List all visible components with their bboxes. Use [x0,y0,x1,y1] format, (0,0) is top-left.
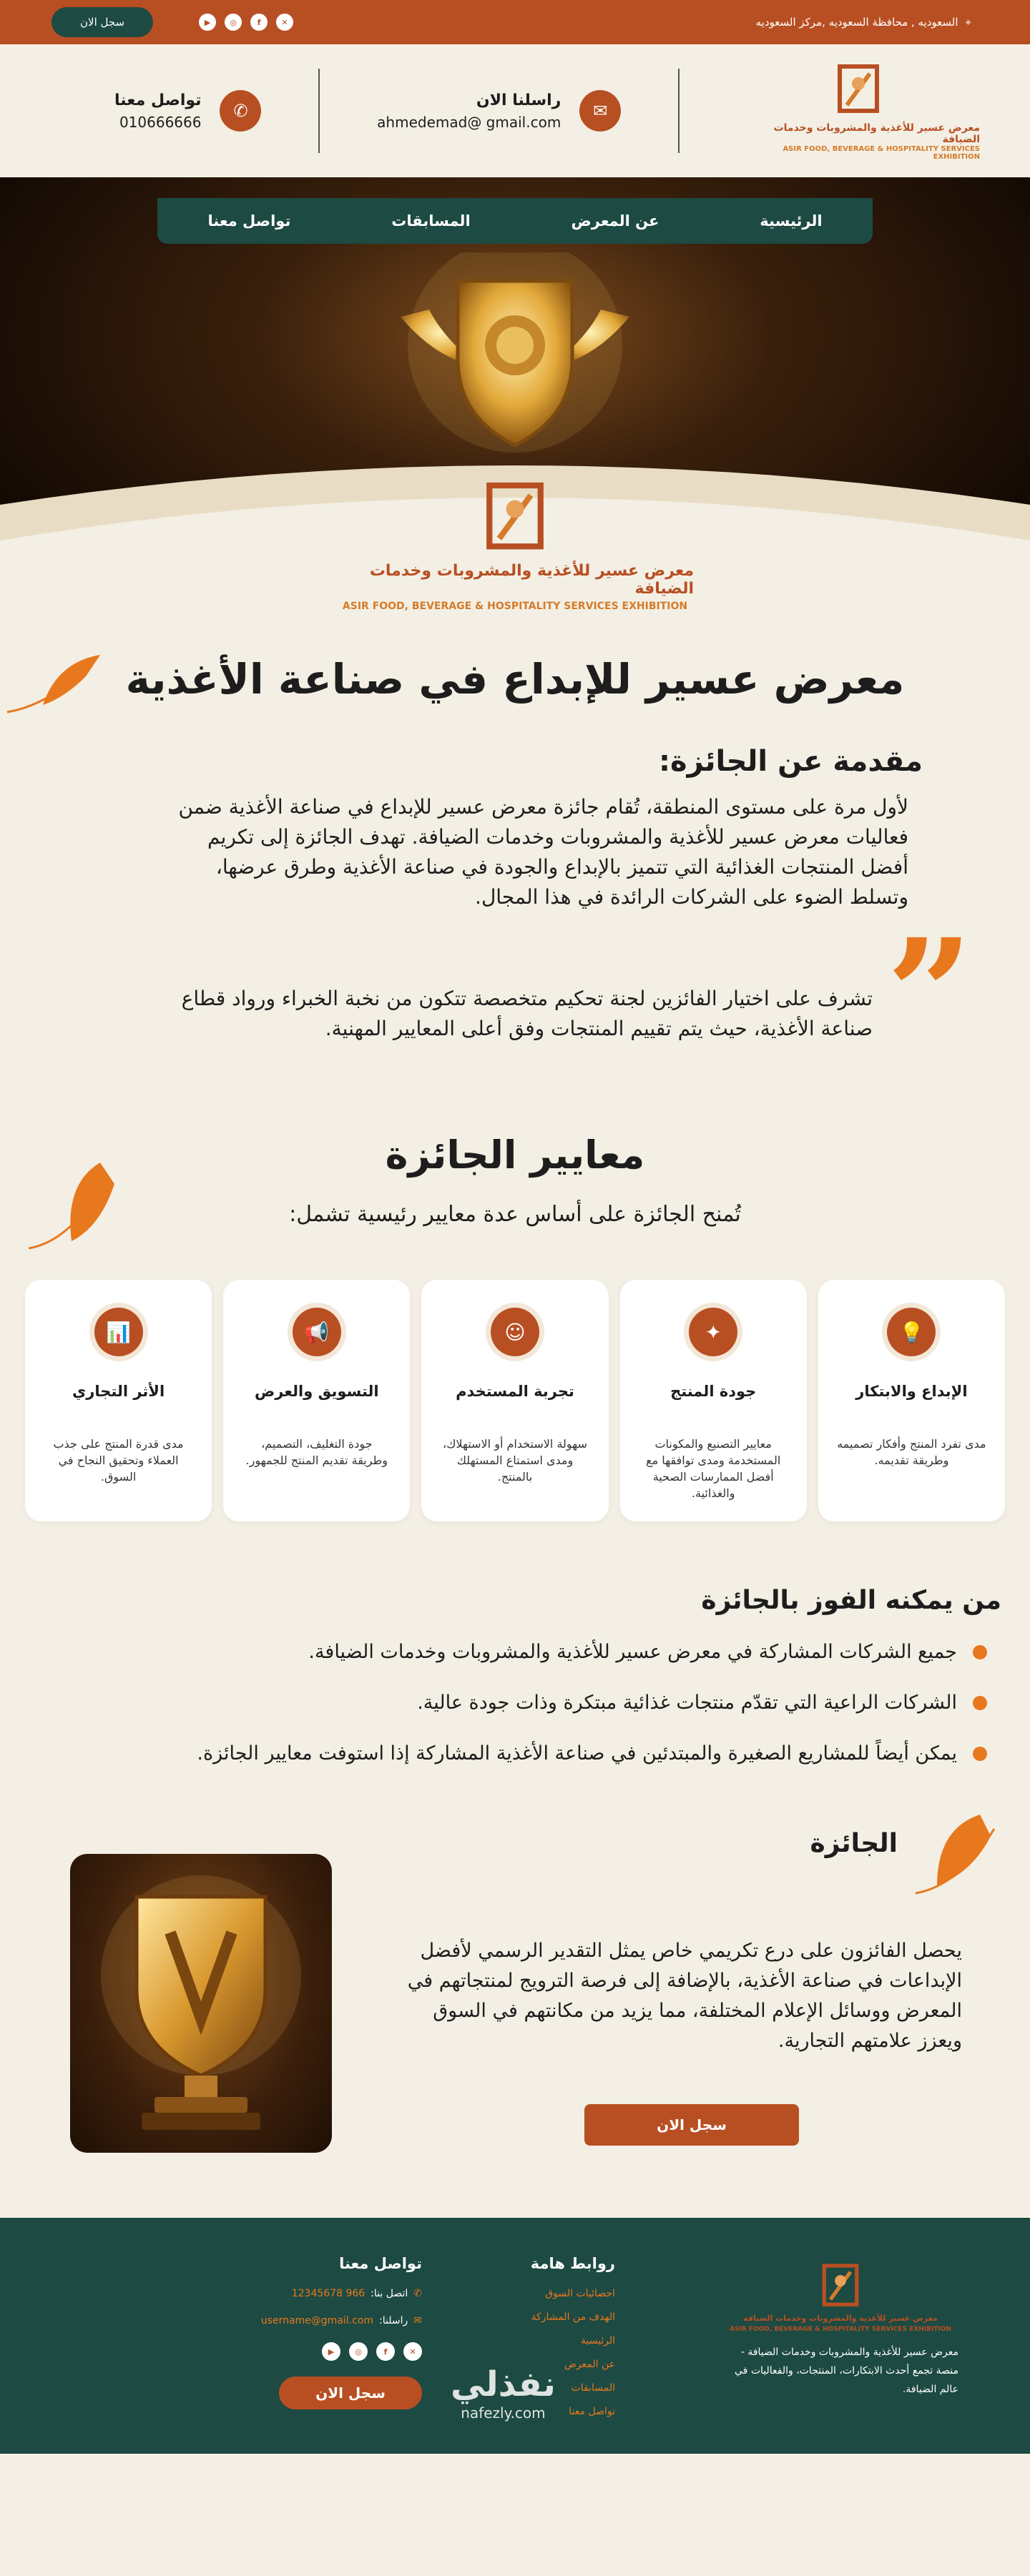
footer-register-button[interactable]: سجل الان [279,2377,422,2409]
feather-icon [21,1155,129,1270]
card-desc: مدى قدرة المنتج على جذب العملاء وتحقيق النجاح في السوق. [53,1437,184,1484]
footer-link[interactable]: تواصل معنا [569,2406,615,2417]
list-item: جميع الشركات المشاركة في معرض عسير للأغذية والمشروبات وخدمات الضيافة. [29,1641,987,1663]
phone-label: تواصل معنا [114,91,202,109]
award-paragraph: يحصل الفائزون على درع تكريمي خاص يمثل التقدير الرسمي لأفضل الإبداعات في صناعة الأغذية، بالإضافة إلى فرصة الترويج لمنتجاتهم في المعرض ووسائل الإعلام المختلفة، مما يزيد من مكانتهم في السوق ويعزز علامتهم التجارية. [407,1940,962,2052]
card-title: التسويق والعرض [254,1383,379,1400]
phone-icon: ✆ [220,90,261,132]
megaphone-icon: 📢 [293,1308,341,1356]
footer-brand [719,2261,962,2399]
divider [678,69,680,153]
page-title: معرض عسير للإبداع في صناعة الأغذية [125,655,905,704]
email-contact[interactable] [377,90,621,132]
footer-link[interactable]: احصائيات السوق [545,2288,615,2299]
logo-icon [815,2261,865,2311]
footer-social [261,2342,422,2361]
eligibility-list [29,1641,987,1765]
card-desc: سهولة الاستخدام أو الاستهلاك، ومدى استمتاع المستهلك بالمنتج. [443,1437,587,1484]
logo-icon [476,478,554,556]
logo-icon [830,61,887,118]
list-item: يمكن أيضاً للمشاريع الصغيرة والمبتدئين في صناعة الأغذية المشاركة إذا استوفت معايير الجائزة. [29,1742,987,1765]
hero-brand-title: معرض عسير للأغذية والمشروبات وخدمات الضيافة [369,562,694,598]
top-bar [0,0,1030,44]
criteria-card [25,1280,212,1521]
mail-icon: ✉ [413,2315,422,2326]
criteria-card [620,1280,807,1521]
footer-phone[interactable]: ✆ اتصل بنا: 966 12345678 [291,2288,422,2299]
criteria-title: معايير الجائزة [385,1132,645,1178]
card-title: تجربة المستخدم [456,1383,574,1400]
bullet-icon [973,1696,987,1710]
footer-email[interactable]: ✉ راسلنا: username@gmail.com [260,2315,422,2326]
eligibility-section [0,1521,1030,1765]
email-value[interactable]: ahmedemad@ gmail.com [377,113,561,131]
golden-lion-shield-icon [372,252,658,467]
intro-section [0,626,1030,1082]
footer-link[interactable]: المسابقات [571,2382,615,2394]
facebook-icon[interactable]: f [250,14,268,31]
quote-icon: ” [886,906,973,1082]
nav-about[interactable]: عن المعرض [571,212,659,230]
footer-brand-subtitle: ASIR FOOD, BEVERAGE & HOSPITALITY SERVICES EXHIBITION [730,2326,951,2333]
instagram-icon[interactable]: ◎ [349,2342,368,2361]
x-icon[interactable]: ✕ [276,14,293,31]
brand-title: معرض عسير للأغذية والمشروبات وخدمات الضيافة [773,122,980,145]
footer-link[interactable]: الرئيسية [580,2335,615,2346]
award-title: الجائزة [810,1829,898,1858]
trophy-image [70,1854,332,2153]
top-register-button[interactable]: سجل الان [52,7,153,37]
footer-contact [261,2255,422,2409]
lightbulb-icon: 💡 [887,1308,936,1356]
feather-icon [0,648,107,734]
nav-contact[interactable]: تواصل معنا [207,212,291,230]
phone-value[interactable]: 010666666 [119,113,202,131]
nav-home[interactable]: الرئيسية [760,212,823,230]
card-title: جودة المنتج [670,1383,757,1400]
divider [318,69,320,153]
criteria-card [818,1280,1005,1521]
footer-link[interactable]: الهدف من المشاركة [531,2311,615,2323]
card-desc: مدى تفرد المنتج وأفكار تصميمه وطريقة تقديمه. [837,1437,986,1467]
card-desc: جودة التغليف، التصميم، وطريقة تقديم المنتج للجمهور. [245,1437,388,1467]
user-icon: ☺ [491,1308,539,1356]
x-icon[interactable]: ✕ [403,2342,422,2361]
list-item: الشركات الراعية التي تقدّم منتجات غذائية مبتكرة وذات جودة عالية. [29,1692,987,1714]
hero-brand-subtitle: ASIR FOOD, BEVERAGE & HOSPITALITY SERVICES EXHIBITION [342,601,688,612]
phone-icon: ✆ [413,2288,422,2299]
card-title: الإبداع والابتكار [855,1383,968,1400]
youtube-icon[interactable]: ▶ [199,14,216,31]
criteria-section [0,1048,1030,1521]
criteria-card [223,1280,410,1521]
quote-block [72,906,973,1082]
eligibility-title: من يمكنه الفوز بالجائزة [701,1586,1001,1615]
footer-links-title: روابط هامة [530,2255,615,2272]
top-bar-actions [52,7,293,37]
quote-text: تشرف على اختيار الفائزين لجنة تحكيم متخصصة تتكون من نخبة الخبراء ورواد قطاع صناعة الأغذية، حيث يتم تقييم المنتجات وفق أعلى المعايير المهنية. [181,987,873,1040]
footer-contact-title: تواصل معنا [339,2255,422,2272]
location-pin-icon: ⌖ [965,16,971,29]
footer-description: معرض عسير للأغذية والمشروبات وخدمات الضيافة - منصة تجمع أحدث الابتكارات، المنتجات، والفعاليات في عالم الضيافة. [735,2346,958,2395]
phone-contact[interactable] [114,90,261,132]
footer-link[interactable]: عن المعرض [564,2359,615,2370]
facebook-icon[interactable]: f [376,2342,395,2361]
watermark: نفذلي nafezly.com [451,2364,556,2422]
brand-subtitle: ASIR FOOD, BEVERAGE & HOSPITALITY SERVICES EXHIBITION [783,145,980,161]
hero-logo [336,478,694,612]
card-title: الأثر التجاري [72,1383,165,1400]
hero-banner [0,177,1030,626]
feather-icon [901,1807,1001,1908]
footer [0,2218,1030,2454]
main-nav [157,198,873,244]
nav-competitions[interactable]: المسابقات [391,212,471,230]
email-label: راسلنا الان [476,91,561,109]
location-text: السعوديه , محافظة السعوديه ,مركز السعوديه [755,16,958,29]
bullet-icon [973,1645,987,1659]
trophy-icon [70,1854,332,2153]
bullet-icon [973,1747,987,1761]
intro-heading: مقدمة عن الجائزة: [659,745,923,778]
award-section [0,1807,1030,2186]
instagram-icon[interactable]: ◎ [225,14,242,31]
award-register-button[interactable]: سجل الان [584,2104,799,2146]
card-desc: معايير التصنيع والمكونات المستخدمة ومدى توافقها مع أفضل الممارسات الصحية والغذائية. [646,1437,781,1500]
criteria-cards [0,1280,1030,1521]
youtube-icon[interactable]: ▶ [322,2342,340,2361]
award-icon: ✦ [689,1308,737,1356]
criteria-subtitle: تُمنح الجائزة على أساس عدة معايير رئيسية تشمل: [289,1202,741,1227]
chart-icon: 📊 [94,1308,143,1356]
intro-paragraph: لأول مرة على مستوى المنطقة، تُقام جائزة معرض عسير للإبداع في صناعة الأغذية ضمن فعاليات معرض عسير للأغذية والمشروبات وخدمات الضيافة. تهدف الجائزة إلى تكريم أفضل المنتجات الغذائية التي تتميز بالإبداع والجودة في صناعة الأغذية وطرق عرضها، وتسلط الضوء على الشركات الرائدة في هذا المجال. [178,795,908,909]
criteria-card [421,1280,608,1521]
brand-logo[interactable] [737,61,980,161]
header [0,44,1030,177]
location [756,16,971,29]
mail-icon: ✉ [579,90,621,132]
footer-brand-title: معرض عسير للأغذية والمشروبات وخدمات الضيافة [743,2314,938,2323]
